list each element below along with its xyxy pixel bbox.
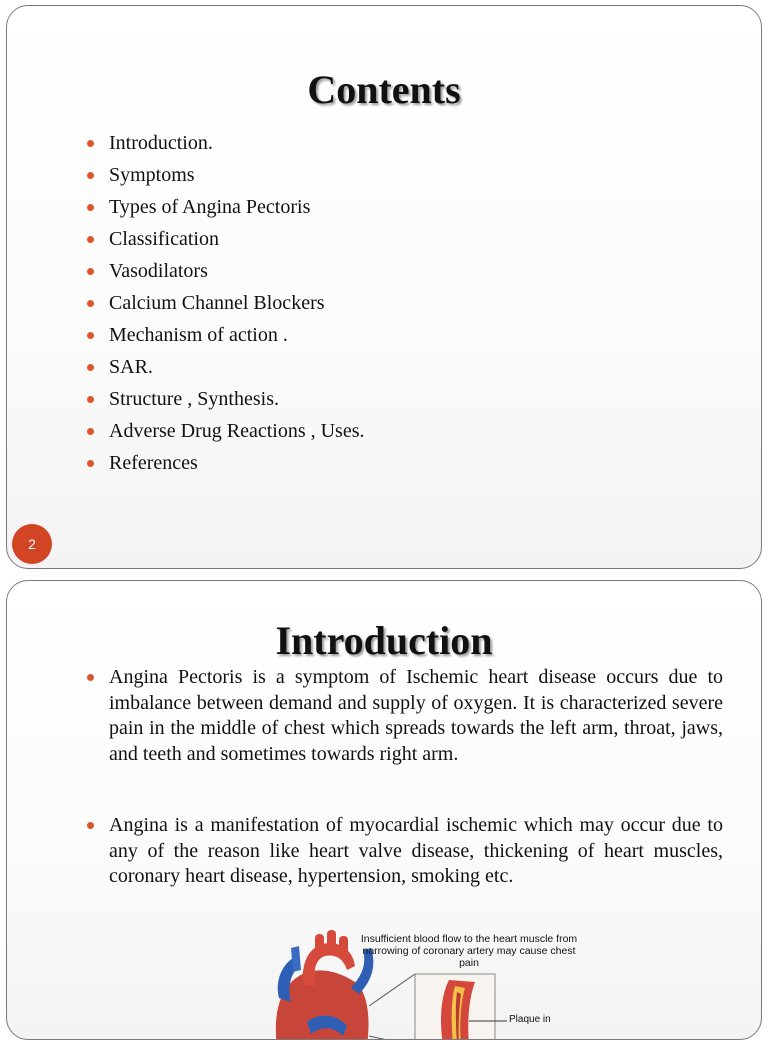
list-item: Types of Angina Pectoris [87, 191, 365, 223]
contents-list [87, 127, 365, 479]
list-item: References [87, 447, 365, 479]
list-item: Structure , Synthesis. [87, 383, 365, 415]
list-item: Mechanism of action . [87, 319, 365, 351]
slide-contents [6, 5, 762, 569]
bullet-icon [87, 300, 94, 307]
list-item: Calcium Channel Blockers [87, 287, 365, 319]
bullet-icon [87, 236, 94, 243]
bullet-icon [87, 428, 94, 435]
heart-figure [263, 926, 593, 1040]
bullet-icon [87, 140, 94, 147]
figure-caption: Insufficient blood flow to the heart muscle from narrowing of coronary artery may cause chest pain [360, 933, 578, 969]
introduction-body [87, 665, 723, 890]
slide-introduction [6, 580, 762, 1040]
list-item: Adverse Drug Reactions , Uses. [87, 415, 365, 447]
list-item: Classification [87, 223, 365, 255]
list-item: Symptoms [87, 159, 365, 191]
slide-title: Contents [307, 67, 461, 112]
paragraph: Angina is a manifestation of myocardial ischemic which may occur due to any of the reason like heart valve disease, thickening of heart muscles, coronary heart disease, hypertension, smoking etc. [87, 813, 723, 890]
slide-title: Introduction [275, 618, 493, 663]
paragraph: Angina Pectoris is a symptom of Ischemic heart disease occurs due to imbalance between demand and supply of oxygen. It is characterized severe pain in the middle of chest which spreads towards the left arm, throat, jaws, and teeth and sometimes towards right arm. [87, 665, 723, 767]
bullet-icon [87, 822, 94, 829]
list-item: Introduction. [87, 127, 365, 159]
figure-label: Plaque in [509, 1014, 551, 1025]
list-item: Vasodilators [87, 255, 365, 287]
bullet-icon [87, 460, 94, 467]
page-number-badge: 2 [12, 524, 52, 564]
bullet-icon [87, 674, 94, 681]
bullet-icon [87, 332, 94, 339]
bullet-icon [87, 396, 94, 403]
bullet-icon [87, 364, 94, 371]
bullet-icon [87, 204, 94, 211]
bullet-icon [87, 268, 94, 275]
bullet-icon [87, 172, 94, 179]
list-item: SAR. [87, 351, 365, 383]
